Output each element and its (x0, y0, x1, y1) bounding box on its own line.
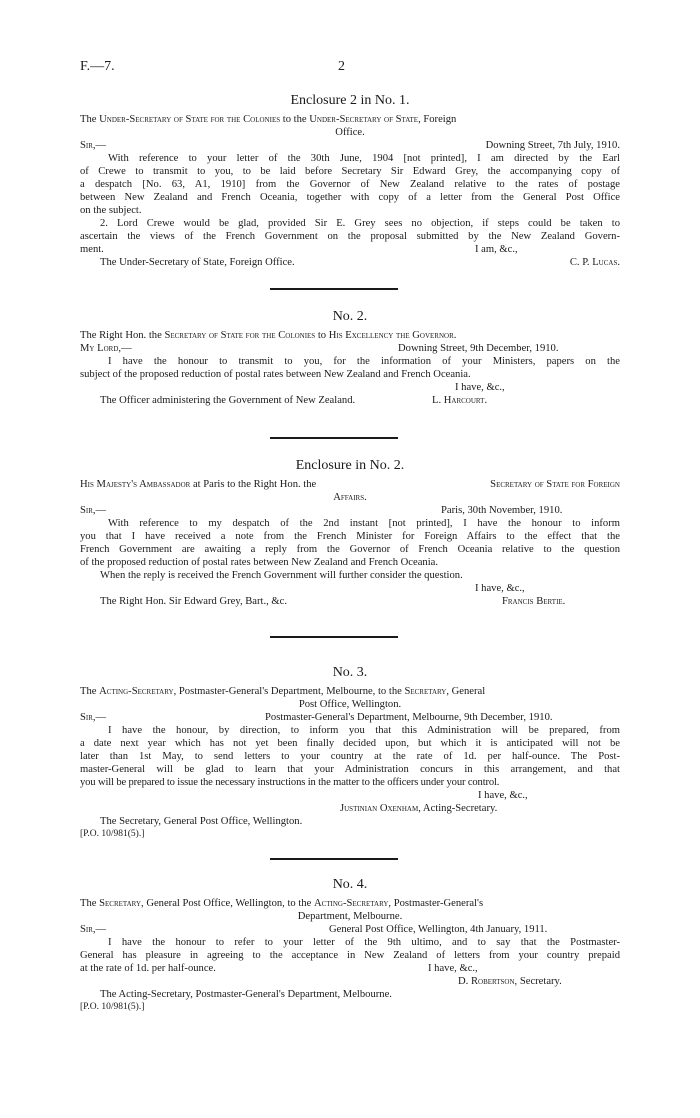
section-title: No. 4. (332, 877, 368, 892)
body-line: master-General will be glad to learn that your Administration concurs in this arrangement, and that (80, 764, 620, 775)
salutation-line: Sir,— Paris, 30th November, 1910. (80, 505, 563, 516)
place-date: Postmaster-General's Department, Melbourne, 9th December, 1910. (265, 712, 553, 723)
addressee: The Secretary, General Post Office, Wellington. (100, 816, 303, 827)
salutation-line: Sir,— Postmaster-General's Department, Melbourne, 9th December, 1910. (80, 712, 553, 723)
addressee-line (80, 595, 620, 608)
place-date: General Post Office, Wellington, 4th January, 1911. (329, 924, 548, 935)
salutation-line: Sir,— Downing Street, 7th July, 1910. (80, 140, 620, 151)
addressee: The Acting-Secretary, Postmaster-General's Department, Melbourne. (100, 989, 392, 1000)
body-line: ment. (80, 244, 104, 255)
routing-line-cont: Department, Melbourne. (297, 911, 403, 922)
place-date: Paris, 30th November, 1910. (441, 505, 563, 516)
routing-line: The Secretary, General Post Office, Wellington, to the Acting-Secretary, Postmaster-General's (80, 898, 484, 909)
body-line: between New Zealand and French Oceania, together with copy of a letter from the General Post Office (80, 192, 620, 203)
closing-line (80, 381, 620, 394)
signature: L. Harcourt. (432, 395, 488, 406)
routing-line: The Right Hon. the Secretary of State for the Colonies to His Excellency the Governor. (80, 330, 457, 341)
closing: I have, &c., (478, 790, 528, 801)
body-line: ascertain the views of the French Government on the proposal submitted by the New Zealand Govern- (80, 231, 620, 242)
document-no-3 (80, 664, 620, 841)
closing: I have, &c., (428, 963, 478, 974)
body-line: subject of the proposed reduction of postal rates between New Zealand and French Oceania. (80, 369, 471, 380)
routing-line: The Acting-Secretary, Postmaster-General's Department, Melbourne, to the Secretary, General (80, 686, 486, 697)
body-line: you that I have received a note from the French Minister for Foreign Affairs to the effect that the (80, 531, 620, 542)
section-title: No. 3. (332, 665, 368, 680)
place-date: Downing Street, 7th July, 1910. (485, 140, 620, 151)
body-line-with-closing (80, 243, 620, 256)
body-line: a despatch [No. 63, A1, 1910] from the Governor of New Zealand relative to the rates of postage (80, 179, 620, 190)
section-title: No. 2. (332, 309, 368, 324)
body-line: of Crewe to transmit to you, to be laid before Secretary Sir Edward Grey, the accompanying copy of (80, 166, 620, 177)
body-line: later than 1st May, to send letters to your country at the rate of 1d. per half-ounce. The Post- (80, 751, 620, 762)
signature-line (80, 802, 620, 815)
body-line: of the proposed reduction of postal rates between New Zealand and French Oceania. (80, 557, 438, 568)
section-title: Enclosure in No. 2. (295, 458, 405, 473)
body-line: you will be prepared to issue the necessary instructions in the matter to the officers under your control. (80, 777, 500, 788)
section-divider (270, 858, 398, 860)
closing-line (80, 789, 620, 802)
file-reference: [P.O. 10/981(5).] (80, 1002, 145, 1012)
body-line: With reference to my despatch of the 2nd instant [not printed], I have the honour to inform (108, 518, 620, 529)
closing: I have, &c., (455, 382, 505, 393)
closing: I have, &c., (475, 583, 525, 594)
body-line: General has pleasure in agreeing to the acceptance in New Zealand of letters from your country prepaid (80, 950, 620, 961)
body-line-with-closing (80, 962, 620, 975)
body-line: French Government are awaiting a reply from the Governor of French Oceania relative to the question (80, 544, 620, 555)
body-line: With reference to your letter of the 30th June, 1904 [not printed], I am directed by the Earl (108, 153, 620, 164)
file-reference: [P.O. 10/981(5).] (80, 829, 145, 839)
signature-line (80, 975, 620, 988)
document-no-2 (80, 308, 620, 407)
signature: D. Robertson, Secretary. (458, 976, 562, 987)
routing-line: The Under-Secretary of State for the Colonies to the Under-Secretary of State, Foreign (80, 114, 457, 125)
signature: Justinian Oxenham, Acting-Secretary. (340, 803, 498, 814)
enclosure-no-2 (80, 457, 620, 608)
body-line: I have the honour, by direction, to inform you that this Administration will be prepared, from (108, 725, 620, 736)
addressee: The Officer administering the Government of New Zealand. (100, 395, 356, 406)
section-divider (270, 636, 398, 638)
page-number: 2 (338, 59, 345, 74)
signature: Francis Bertie. (502, 596, 566, 607)
routing-line-cont: Office. (335, 127, 365, 138)
salutation-line: My Lord,— Downing Street, 9th December, 1910. (80, 343, 559, 354)
document-reference: F.—7. (80, 59, 115, 74)
body-line: 2. Lord Crewe would be glad, provided Sir E. Grey sees no objection, if steps could be taken to (100, 218, 620, 229)
salutation-line: Sir,— General Post Office, Wellington, 4th January, 1911. (80, 924, 548, 935)
document-no-4 (80, 876, 620, 1014)
section-title: Enclosure 2 in No. 1. (290, 93, 410, 108)
addressee: The Right Hon. Sir Edward Grey, Bart., &c. (100, 596, 288, 607)
addressee: The Under-Secretary of State, Foreign Office. (100, 257, 295, 268)
routing-line-cont: Post Office, Wellington. (298, 699, 402, 710)
body-line: a date next year which has not yet been finally decided upon, but which it is anticipated will not be (80, 738, 620, 749)
body-line: I have the honour to transmit to you, for the information of your Ministers, papers on the (108, 356, 620, 367)
body-line: on the subject. (80, 205, 142, 216)
routing-line: His Majesty's Ambassador at Paris to the Right Hon. the Secretary of State for Foreign (80, 479, 620, 490)
addressee-line (80, 256, 620, 269)
signature: C. P. Lucas. (569, 257, 620, 268)
closing: I am, &c., (475, 244, 518, 255)
body-line: at the rate of 1d. per half-ounce. (80, 963, 216, 974)
closing-line (80, 582, 620, 595)
body-line: When the reply is received the French Government will further consider the question. (100, 570, 463, 581)
body-line: I have the honour to refer to your letter of the 9th ultimo, and to say that the Postmaster- (108, 937, 620, 948)
addressee-line (80, 394, 620, 407)
enclosure-2-no-1 (80, 92, 620, 269)
place-date: Downing Street, 9th December, 1910. (398, 343, 559, 354)
routing-line-cont: Affairs. (333, 492, 367, 503)
section-divider (270, 288, 398, 290)
section-divider (270, 437, 398, 439)
